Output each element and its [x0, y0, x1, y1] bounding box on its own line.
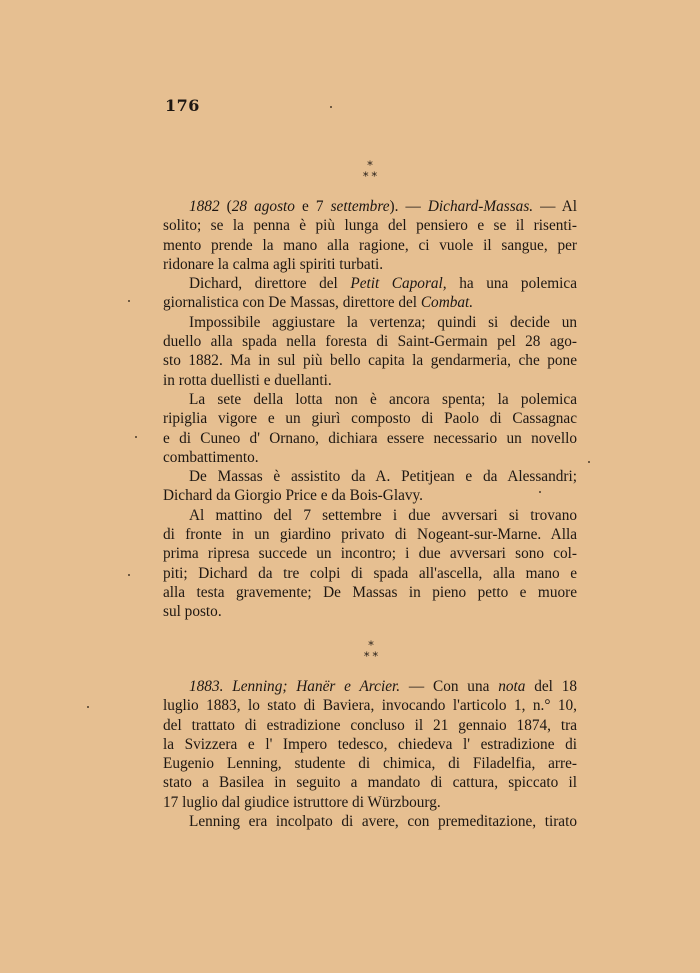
text-run: — Al — [533, 198, 577, 215]
italic-text: 28 agosto — [231, 198, 295, 215]
text-line — [163, 812, 577, 831]
section-separator-asterism — [356, 640, 386, 662]
text-run: Dichard da Giorgio Price e da Bois-Glavy. — [163, 487, 423, 505]
text-run: ridonare la calma agli spiriti turbati. — [163, 255, 384, 273]
text-line — [163, 735, 577, 754]
text-line — [163, 313, 577, 332]
italic-text: nota — [498, 678, 526, 695]
text-run: alla testa gravemente; De Massas in pieno petto e muore — [163, 583, 577, 601]
text-run: del trattato di estradizione concluso il 21 gennaio 1874, tra — [163, 716, 577, 734]
text-line — [163, 544, 577, 563]
text-run: la Svizzera e l' Impero tedesco, chiedeva l' estradizione di — [163, 735, 577, 753]
text-run: Al mattino del 7 settembre i due avversari si trovano — [189, 506, 577, 524]
text-line — [163, 696, 577, 715]
text-run: e 7 — [294, 198, 331, 215]
paper-speck — [128, 574, 130, 576]
italic-text: Petit Caporal, — [350, 275, 447, 293]
text-run: in rotta duellisti e duellanti. — [163, 371, 332, 389]
text-run: ripiglia vigore e un giurì composto di Paolo di Cassagnac — [163, 410, 577, 428]
text-line — [163, 602, 577, 621]
text-run: Impossibile aggiustare la vertenza; quindi si decide un — [189, 313, 577, 331]
text-run: Eugenio Lenning, studente di chimica, di Filadelfia, arre- — [163, 755, 577, 773]
paper-speck — [330, 106, 332, 108]
text-line — [163, 506, 577, 525]
text-line — [163, 773, 577, 792]
text-line — [163, 583, 577, 602]
text-line — [163, 293, 577, 312]
text-run: sul posto. — [163, 603, 222, 621]
section-separator-asterism — [355, 160, 385, 182]
asterism-bottom: ** — [363, 170, 380, 183]
text-line — [163, 216, 577, 235]
paper-speck — [87, 706, 89, 708]
text-line — [163, 448, 577, 467]
asterism-bottom: ** — [364, 650, 381, 663]
text-run: ). — — [389, 198, 428, 215]
text-run: Lenning era incolpato di avere, con premeditazione, tirato — [189, 813, 577, 831]
text-line — [163, 429, 577, 448]
text-run: duello alla spada nella foresta di Saint-Germain pel 28 ago- — [163, 333, 577, 351]
text-run: ( — [219, 198, 232, 215]
text-run: sto 1882. Ma in sul più bello capita la gendarmeria, che pone — [163, 352, 577, 370]
paper-speck — [135, 436, 137, 438]
text-run: solito; se la penna è più lunga del pensiero e se il risenti- — [163, 217, 577, 235]
text-run: e di Cuneo d' Ornano, dichiara essere necessario un novello — [163, 429, 577, 447]
text-line — [163, 236, 577, 255]
text-line — [163, 564, 577, 583]
text-run: giornalistica con De Massas, direttore del — [163, 294, 421, 312]
text-run: del 18 — [525, 678, 577, 695]
text-line — [163, 486, 577, 505]
paper-speck — [539, 491, 541, 493]
text-line — [163, 255, 577, 274]
text-run: combattimento. — [163, 448, 259, 466]
text-line — [163, 793, 577, 812]
text-line — [163, 390, 577, 409]
italic-text: 1882 — [189, 198, 220, 215]
entry-1882-dichard-massas — [163, 197, 577, 622]
text-line — [163, 467, 577, 486]
text-run: prima ripresa succede un incontro; i due avversari sono col- — [163, 545, 577, 563]
text-run: mento prende la mano alla ragione, ci vuole il sangue, per — [163, 236, 577, 254]
italic-text: Dichard-Massas. — [427, 198, 534, 215]
text-run: La sete della lotta non è ancora spenta; la polemica — [189, 390, 577, 408]
text-line — [163, 197, 577, 216]
text-run: luglio 1883, lo stato di Baviera, invocando l'articolo 1, n.° 10, — [163, 697, 577, 715]
text-line — [163, 716, 577, 735]
text-line — [163, 754, 577, 773]
text-line — [163, 409, 577, 428]
text-run: Dichard, direttore del — [189, 275, 351, 293]
text-run: stato a Basilea in seguito a mandato di cattura, spiccato il — [163, 774, 577, 792]
text-line — [163, 351, 577, 370]
text-line — [163, 332, 577, 351]
asterism-top: * — [368, 639, 374, 652]
italic-text: settembre — [330, 198, 390, 215]
page-number: 176 — [165, 96, 200, 115]
text-line — [163, 677, 577, 696]
paper-speck — [588, 461, 590, 463]
asterism-top: * — [367, 159, 373, 172]
text-line — [163, 525, 577, 544]
text-run: piti; Dichard da tre colpi di spada all'ascella, alla mano e — [163, 564, 577, 582]
paper-speck — [128, 300, 130, 302]
entry-1883-lenning — [163, 677, 577, 831]
text-run: De Massas è assistito da A. Petitjean e da Alessandri; — [189, 468, 577, 486]
text-run: — Con una — [400, 678, 499, 695]
text-line — [163, 371, 577, 390]
italic-text: Combat. — [420, 294, 474, 312]
italic-text: 1883. Lenning; Hanër e Arcier. — [189, 678, 401, 695]
text-line — [163, 274, 577, 293]
text-run: ha una polemica — [446, 275, 577, 293]
text-run: di fronte in un giardino privato di Nogeant-sur-Marne. Alla — [163, 526, 577, 544]
text-run: 17 luglio dal giudice istruttore di Würzbourg. — [163, 793, 441, 811]
